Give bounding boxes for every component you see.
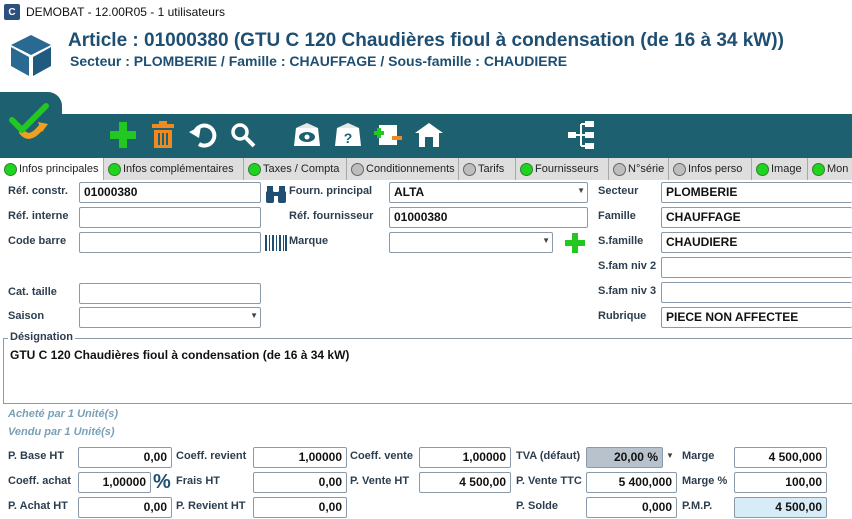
fourn-principal-label: Fourn. principal bbox=[289, 185, 373, 197]
p-vente-ht-label: P. Vente HT bbox=[350, 475, 410, 487]
designation-label: Désignation bbox=[10, 331, 73, 343]
marge-pct-label: Marge % bbox=[682, 475, 728, 487]
sfam-niv3-field[interactable] bbox=[661, 282, 852, 303]
secteur-label: Secteur bbox=[598, 185, 639, 197]
tab-label: Conditionnements bbox=[366, 163, 455, 175]
search-icon[interactable] bbox=[228, 120, 258, 150]
p-base-ht-field[interactable]: 0,00 bbox=[78, 447, 172, 468]
undo-icon[interactable] bbox=[188, 120, 218, 150]
status-dot-icon bbox=[351, 163, 364, 176]
tab-taxes-compta[interactable] bbox=[244, 158, 347, 180]
barcode-icon[interactable] bbox=[265, 235, 287, 251]
p-achat-ht-label: P. Achat HT bbox=[8, 500, 68, 512]
page-subtitle: Secteur : PLOMBERIE / Famille : CHAUFFAGE / Sous-famille : CHAUDIERE bbox=[70, 53, 568, 69]
page-title: Article : 01000380 (GTU C 120 Chaudières fioul à condensation (de 16 à 34 kW)) bbox=[68, 30, 784, 51]
p-vente-ttc-field[interactable]: 5 400,000 bbox=[586, 472, 677, 493]
designation-text: GTU C 120 Chaudières fioul à condensation (de 16 à 34 kW) bbox=[10, 348, 350, 362]
code-barre-field[interactable] bbox=[79, 232, 261, 253]
coeff-vente-field[interactable]: 1,00000 bbox=[419, 447, 511, 468]
rubrique-field[interactable]: PIECE NON AFFECTEE bbox=[661, 307, 852, 328]
p-solde-label: P. Solde bbox=[516, 500, 558, 512]
ref-interne-field[interactable] bbox=[79, 207, 261, 228]
p-revient-ht-field[interactable]: 0,00 bbox=[253, 497, 347, 518]
p-revient-ht-label: P. Revient HT bbox=[176, 500, 246, 512]
app-icon: C bbox=[4, 4, 20, 20]
marque-select[interactable] bbox=[389, 232, 553, 253]
p-solde-field[interactable]: 0,000 bbox=[586, 497, 677, 518]
marge-label: Marge bbox=[682, 450, 715, 462]
status-dot-icon bbox=[673, 163, 686, 176]
box-icon bbox=[8, 32, 54, 78]
sfamille-label: S.famille bbox=[598, 235, 644, 247]
fourn-principal-value: ALTA bbox=[394, 185, 425, 199]
add-icon[interactable] bbox=[108, 120, 138, 150]
tab-bar bbox=[0, 158, 852, 180]
coeff-revient-label: Coeff. revient bbox=[176, 450, 247, 462]
eye-box-icon[interactable] bbox=[292, 120, 322, 150]
tab-image[interactable] bbox=[752, 158, 808, 180]
cat-taille-label: Cat. taille bbox=[8, 286, 57, 298]
tab-label: Taxes / Compta bbox=[263, 163, 340, 175]
frais-ht-field[interactable]: 0,00 bbox=[253, 472, 347, 493]
vendu-note: Vendu par 1 Unité(s) bbox=[8, 426, 115, 438]
tab-label: Image bbox=[771, 163, 802, 175]
tab-label: Infos complémentaires bbox=[123, 163, 234, 175]
sfamille-field[interactable]: CHAUDIERE bbox=[661, 232, 852, 253]
saison-select[interactable] bbox=[79, 307, 261, 328]
chevron-down-icon: ▼ bbox=[250, 311, 258, 320]
toolbar bbox=[0, 92, 852, 158]
status-dot-icon bbox=[613, 163, 626, 176]
saison-label: Saison bbox=[8, 310, 45, 322]
pmp-field[interactable]: 4 500,00 bbox=[734, 497, 827, 518]
status-dot-icon bbox=[248, 163, 261, 176]
marge-field[interactable]: 4 500,000 bbox=[734, 447, 827, 468]
tab-label: Fournisseurs bbox=[535, 163, 599, 175]
help-box-icon[interactable] bbox=[333, 120, 363, 150]
percent-icon[interactable]: % bbox=[153, 471, 171, 493]
ref-fournisseur-field[interactable]: 01000380 bbox=[389, 207, 588, 228]
p-vente-ttc-label: P. Vente TTC bbox=[516, 475, 582, 487]
ref-constr-label: Réf. constr. bbox=[8, 185, 68, 197]
famille-field[interactable]: CHAUFFAGE bbox=[661, 207, 852, 228]
trash-icon[interactable] bbox=[148, 120, 178, 150]
chevron-down-icon: ▼ bbox=[577, 186, 585, 195]
rubrique-label: Rubrique bbox=[598, 310, 647, 322]
status-dot-icon bbox=[4, 163, 17, 176]
tree-icon[interactable] bbox=[566, 120, 596, 150]
tab-label: Infos perso bbox=[688, 163, 743, 175]
tab-conditionnements[interactable] bbox=[347, 158, 459, 180]
tab-label: Tarifs bbox=[478, 163, 505, 175]
tab-label: N°série bbox=[628, 163, 665, 175]
p-base-ht-label: P. Base HT bbox=[8, 450, 65, 462]
sfam-niv3-label: S.fam niv 3 bbox=[598, 285, 657, 297]
status-dot-icon bbox=[463, 163, 476, 176]
marque-label: Marque bbox=[289, 235, 329, 247]
p-vente-ht-field[interactable]: 4 500,00 bbox=[419, 472, 511, 493]
add-marque-icon[interactable] bbox=[565, 233, 585, 253]
tva-label: TVA (défaut) bbox=[516, 450, 581, 462]
status-dot-icon bbox=[520, 163, 533, 176]
secteur-field[interactable]: PLOMBERIE bbox=[661, 182, 852, 203]
tab-fournisseurs[interactable] bbox=[516, 158, 609, 180]
binoculars-icon[interactable] bbox=[265, 184, 287, 204]
frais-ht-label: Frais HT bbox=[176, 475, 221, 487]
pmp-label: P.M.P. bbox=[682, 500, 713, 512]
tab-tarifs[interactable] bbox=[459, 158, 516, 180]
status-dot-icon bbox=[756, 163, 769, 176]
tab-infos-principales[interactable] bbox=[0, 158, 104, 180]
coeff-achat-field[interactable]: 1,00000 bbox=[78, 472, 151, 493]
validate-check-icon[interactable] bbox=[8, 102, 54, 142]
svg-text:?: ? bbox=[343, 130, 353, 146]
ref-interne-label: Réf. interne bbox=[8, 210, 69, 222]
coeff-achat-label: Coeff. achat bbox=[8, 475, 71, 487]
marge-pct-field[interactable]: 100,00 bbox=[734, 472, 827, 493]
code-barre-label: Code barre bbox=[8, 235, 67, 247]
sfam-niv2-field[interactable] bbox=[661, 257, 852, 278]
coeff-vente-label: Coeff. vente bbox=[350, 450, 413, 462]
window-title: DEMOBAT - 12.00R05 - 1 utilisateurs bbox=[26, 5, 225, 19]
status-dot-icon bbox=[812, 163, 825, 176]
window-titlebar bbox=[0, 0, 852, 24]
tva-select[interactable]: 20,00 % bbox=[586, 447, 663, 468]
ref-fournisseur-label: Réf. fournisseur bbox=[289, 210, 374, 222]
cat-taille-field[interactable] bbox=[79, 283, 261, 304]
status-dot-icon bbox=[108, 163, 121, 176]
tab-mon[interactable] bbox=[808, 158, 852, 180]
ref-constr-field[interactable]: 01000380 bbox=[79, 182, 261, 203]
p-achat-ht-field[interactable]: 0,00 bbox=[78, 497, 172, 518]
tab-label: Mon bbox=[827, 163, 849, 175]
chevron-down-icon: ▼ bbox=[542, 236, 550, 245]
home-box-icon[interactable] bbox=[414, 120, 444, 150]
coeff-revient-field[interactable]: 1,00000 bbox=[253, 447, 347, 468]
article-header bbox=[0, 24, 852, 90]
tab-infos-complementaires[interactable] bbox=[104, 158, 244, 180]
tab-infos-perso[interactable] bbox=[669, 158, 752, 180]
tab-nserie[interactable] bbox=[609, 158, 669, 180]
add-remove-box-icon[interactable] bbox=[373, 120, 403, 150]
sfam-niv2-label: S.fam niv 2 bbox=[598, 260, 657, 272]
famille-label: Famille bbox=[598, 210, 636, 222]
fourn-principal-select[interactable] bbox=[389, 182, 588, 203]
achete-note: Acheté par 1 Unité(s) bbox=[8, 408, 119, 420]
tab-label: Infos principales bbox=[19, 163, 99, 175]
chevron-down-icon[interactable]: ▼ bbox=[666, 451, 674, 460]
